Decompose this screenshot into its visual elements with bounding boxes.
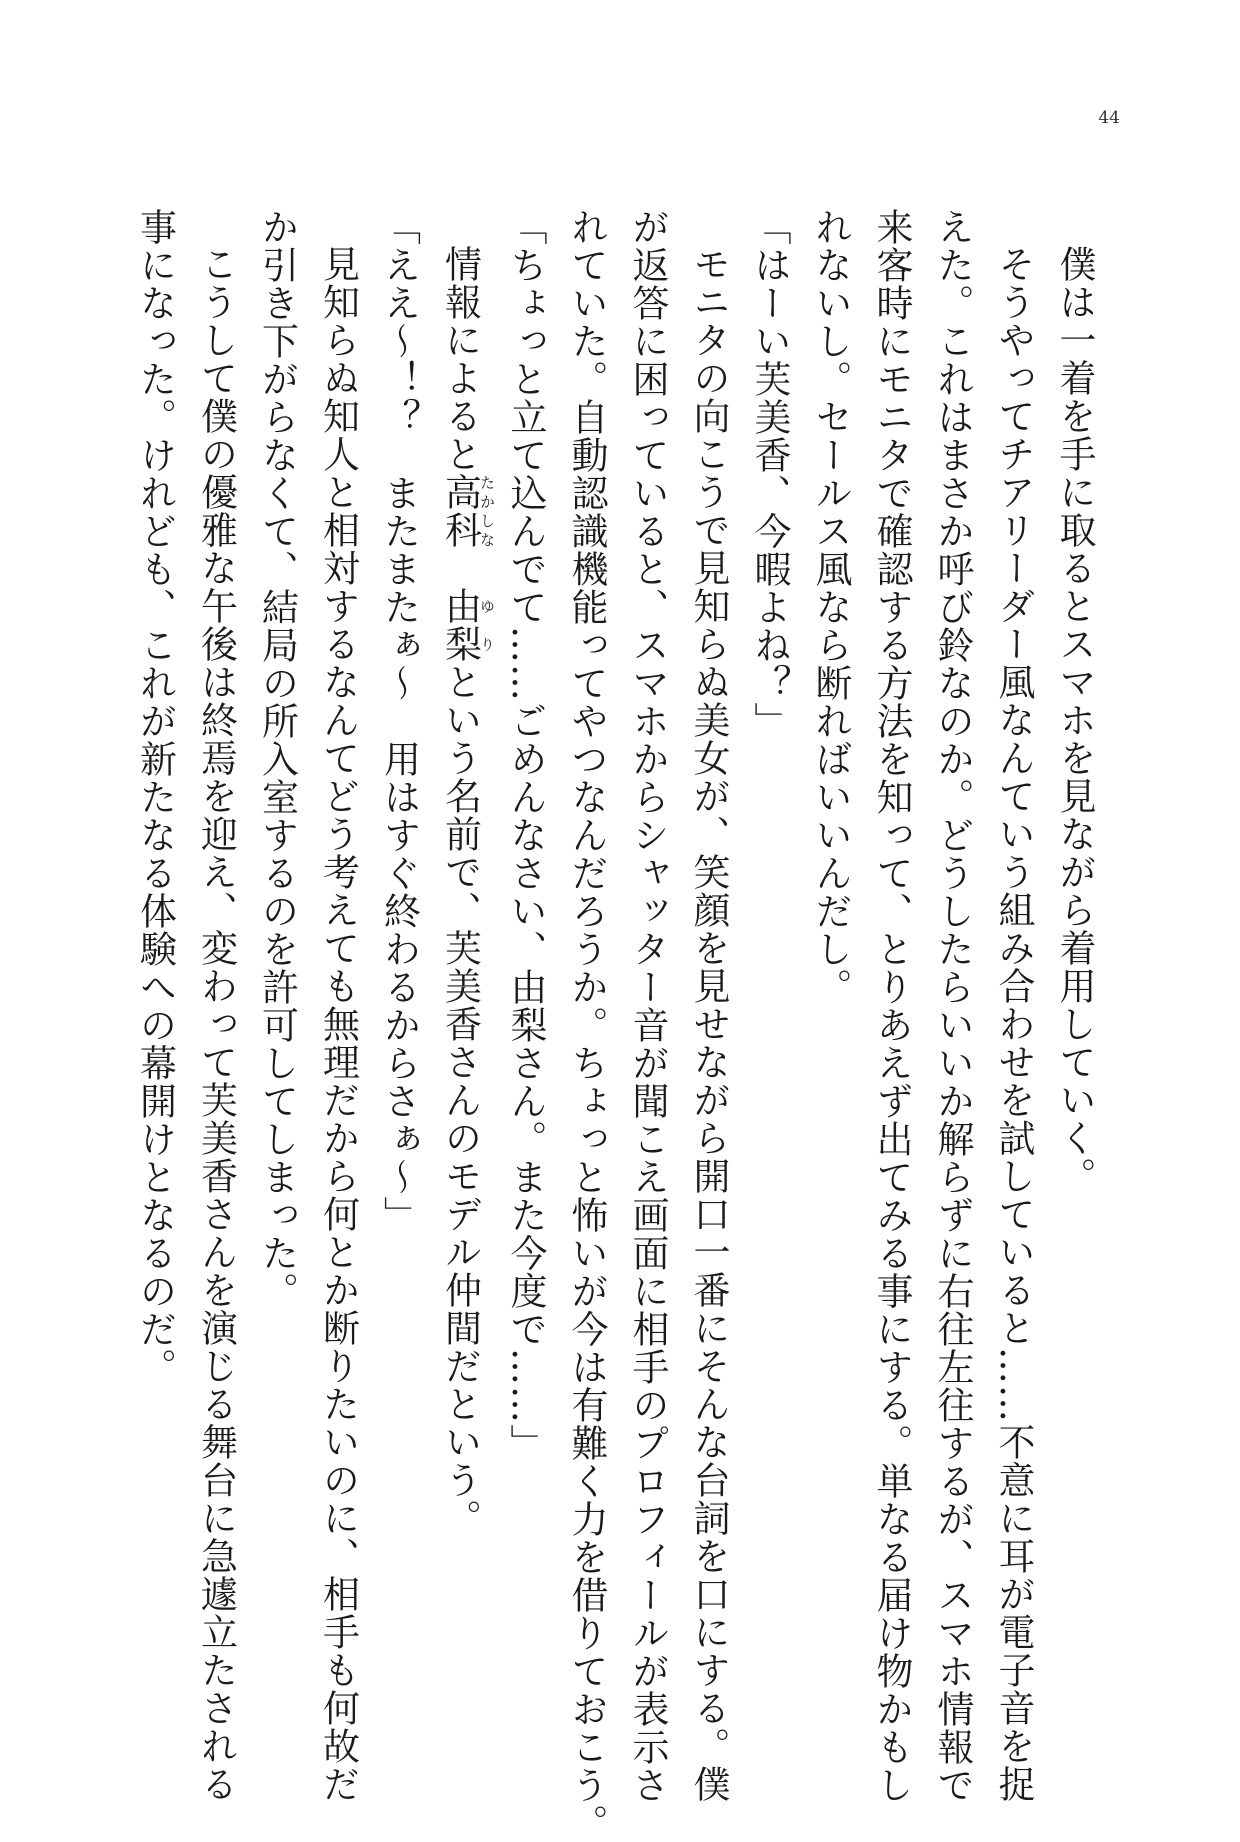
text-line: 僕は一着を手に取るとスマホを見ながら着用していく。 bbox=[1053, 245, 1096, 1195]
ruby-base: 高科 bbox=[438, 473, 482, 549]
text-line: 事になった。けれども、これが新たなる体験への幕開けとなるのだ。 bbox=[133, 208, 177, 1386]
ruby-word bbox=[438, 587, 496, 663]
ruby-word bbox=[438, 473, 496, 549]
text-line: えた。これはまさか呼び鈴なのか。どうしたらいいか解らずに右往左往するが、スマホ情報で bbox=[931, 208, 974, 1804]
text-line: 見知らぬ知人と相対するなんてどう考えても無理だから何とか断りたいのに、相手も何故だ bbox=[316, 245, 360, 1803]
text-line: れないし。セールス風なら断ればいいんだし。 bbox=[809, 208, 852, 1006]
text-line: 「ちょっと立て込んでて……ごめんなさい、由梨さん。また今度で……」 bbox=[504, 208, 547, 1462]
ruby-reading: たかしな bbox=[478, 473, 496, 549]
text-segment: 情報によると bbox=[438, 245, 482, 473]
text-line: れていた。自動認識機能ってやつなんだろうか。ちょっと怖いが今は有難く力を借りておこう。 bbox=[565, 208, 608, 1842]
text-line bbox=[430, 208, 496, 1608]
text-line: 「はーい芙美香、今暇よね？」 bbox=[748, 208, 791, 740]
text-line: そうやってチアリーダー風なんていう組み合わせを試していると……不意に耳が電子音を捉 bbox=[992, 245, 1035, 1803]
text-line: 「ええ〜！？ またまたぁ〜 用はすぐ終わるからさぁ〜」 bbox=[377, 208, 421, 1234]
ruby-reading: ゆり bbox=[478, 587, 496, 663]
text-line: こうして僕の優雅な午後は終焉を迎え、変わって芙美香さんを演じる舞台に急遽立たされる bbox=[194, 245, 238, 1803]
text-line: が返答に困っていると、スマホからシャッター音が聞こえ画面に相手のプロフィールが表示さ bbox=[626, 208, 669, 1804]
text-line: モニタの向こうで見知らぬ美女が、笑顔を見せながら開口一番にそんな台詞を口にする。僕 bbox=[687, 245, 730, 1803]
text-segment: という名前で、芙美香さんのモデル仲間だという。 bbox=[438, 663, 482, 1537]
body-text bbox=[125, 208, 1106, 1842]
page-number: 44 bbox=[1098, 108, 1120, 128]
text-segment bbox=[439, 549, 482, 587]
ruby-base: 由梨 bbox=[438, 587, 482, 663]
text-line: か引き下がらなくて、結局の所入室するのを許可してしまった。 bbox=[255, 208, 299, 1310]
text-line: 来客時にモニタで確認する方法を知って、とりあえず出てみる事にする。単なる届け物かもし bbox=[870, 208, 913, 1804]
